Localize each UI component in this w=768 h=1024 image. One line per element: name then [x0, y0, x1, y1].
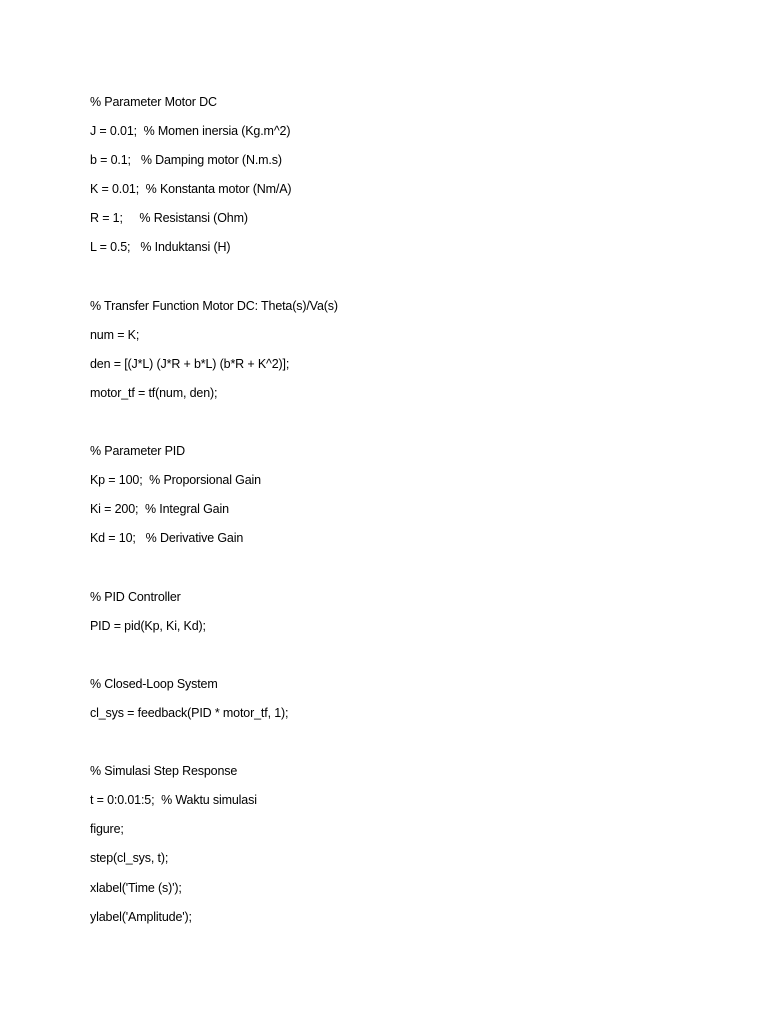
comment-line: % Parameter Motor DC [90, 95, 217, 109]
code-line: Kd = 10; % Derivative Gain [90, 531, 244, 546]
blank-line [90, 646, 730, 664]
comment-line: % Closed-Loop System [90, 676, 218, 691]
code-line: ylabel('Amplitude'); [90, 909, 192, 924]
code-line: L = 0.5; % Induktansi (H) [90, 240, 231, 255]
blank-line [90, 559, 730, 577]
comment-line: % PID Controller [90, 589, 181, 604]
blank-line [90, 733, 730, 751]
comment-line: % Parameter PID [90, 444, 186, 459]
code-line: figure; [90, 822, 124, 837]
code-line: J = 0.01; % Momen inersia (Kg.m^2) [90, 124, 291, 139]
code-line: PID = pid(Kp, Ki, Kd); [90, 618, 206, 633]
code-line: motor_tf = tf(num, den); [90, 385, 218, 400]
code-line: Kp = 100; % Proporsional Gain [90, 473, 261, 488]
blank-line [90, 268, 730, 286]
code-line: den = [(J*L) (J*R + b*L) (b*R + K^2)]; [90, 356, 290, 371]
code-line: cl_sys = feedback(PID * motor_tf, 1); [90, 705, 289, 720]
code-line: Ki = 200; % Integral Gain [90, 502, 229, 517]
code-line: num = K; [90, 327, 140, 342]
code-line: xlabel('Time (s)'); [90, 880, 182, 895]
comment-line: % Simulasi Step Response [90, 764, 238, 779]
comment-line: % Transfer Function Motor DC: Theta(s)/Va(s) [90, 298, 338, 313]
code-line: b = 0.1; % Damping motor (N.m.s) [90, 153, 282, 168]
code-line: R = 1; % Resistansi (Ohm) [90, 211, 248, 226]
code-listing [90, 93, 730, 937]
code-line: t = 0:0.01:5; % Waktu simulasi [90, 793, 257, 808]
code-line: step(cl_sys, t); [90, 851, 169, 866]
blank-line [90, 413, 730, 431]
code-line: K = 0.01; % Konstanta motor (Nm/A) [90, 182, 292, 197]
